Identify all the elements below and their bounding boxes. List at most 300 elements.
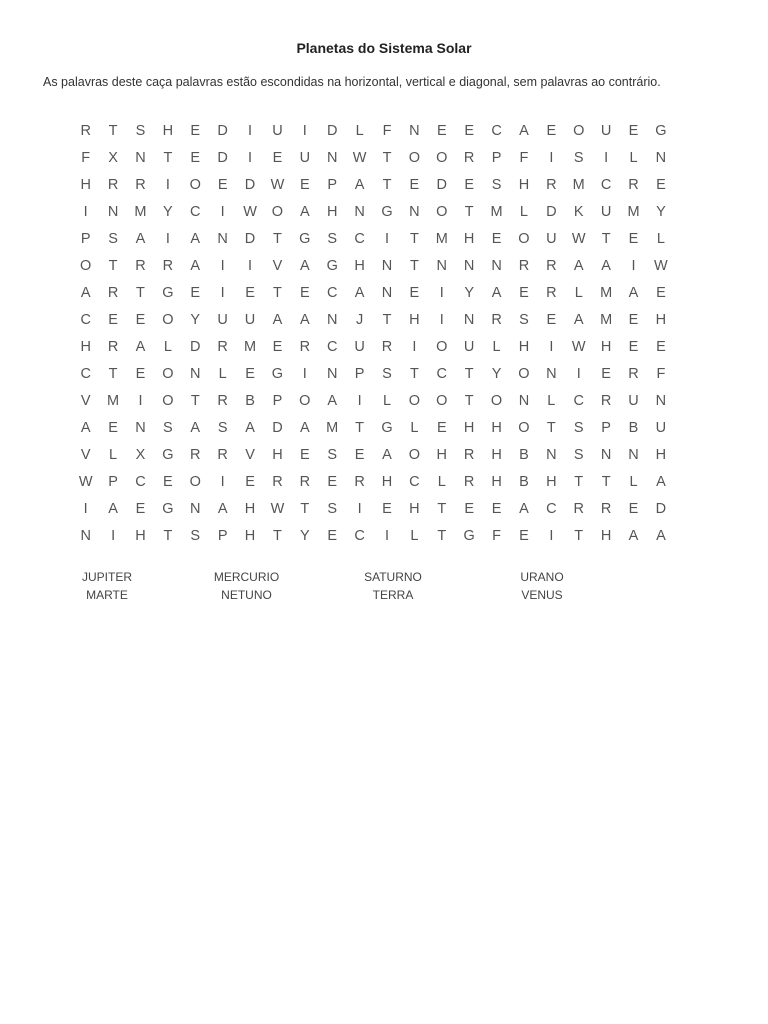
grid-letter: N — [463, 311, 475, 328]
page-title: Planetas do Sistema Solar — [296, 40, 472, 56]
grid-letter: V — [272, 257, 283, 274]
grid-letter: N — [190, 365, 201, 382]
grid-letter: A — [656, 473, 666, 490]
grid-letter: I — [83, 500, 88, 517]
grid-letter: K — [573, 203, 584, 220]
grid-letter: C — [573, 392, 584, 409]
word-list-item: VENUS — [521, 588, 563, 602]
grid-letter: A — [80, 419, 91, 436]
grid-letter: W — [571, 338, 586, 355]
grid-letter: I — [631, 257, 636, 274]
grid-letter: N — [326, 365, 338, 382]
grid-letter: R — [107, 176, 119, 193]
grid-letter: L — [629, 473, 638, 490]
grid-letter: S — [491, 176, 502, 193]
word-list-item: SATURNO — [364, 570, 422, 584]
grid-letter: I — [412, 338, 417, 355]
grid-letter: N — [491, 257, 502, 274]
grid-letter: P — [108, 473, 118, 490]
grid-letter: L — [109, 446, 118, 463]
grid-letter: B — [628, 419, 639, 436]
grid-letter: I — [220, 473, 225, 490]
grid-letter: R — [518, 257, 530, 274]
grid-letter: H — [409, 311, 420, 328]
grid-row — [72, 306, 704, 333]
grid-letter: R — [381, 338, 393, 355]
grid-letter: L — [437, 473, 446, 490]
grid-letter: I — [357, 500, 362, 517]
grid-letter: N — [409, 122, 420, 139]
grid-letter: H — [600, 527, 612, 544]
grid-letter: L — [656, 230, 665, 247]
grid-letter: I — [165, 176, 170, 193]
word-search-grid — [72, 117, 704, 549]
grid-letter: E — [628, 500, 639, 517]
grid-letter: A — [628, 527, 639, 544]
grid-letter: V — [80, 446, 91, 463]
grid-letter: R — [354, 473, 365, 490]
grid-letter: S — [327, 230, 338, 247]
grid-letter: N — [600, 446, 612, 463]
grid-letter: F — [519, 149, 529, 166]
grid-letter: E — [436, 122, 447, 139]
grid-letter: O — [518, 365, 530, 382]
grid-letter: T — [409, 365, 419, 382]
grid-letter: R — [162, 257, 174, 274]
grid-letter: P — [217, 527, 228, 544]
grid-letter: W — [270, 176, 285, 193]
grid-letter: A — [135, 230, 146, 247]
grid-letter: S — [135, 122, 146, 139]
grid-letter: L — [355, 122, 364, 139]
grid-letter: T — [464, 365, 474, 382]
grid-letter: B — [519, 473, 529, 490]
grid-letter: E — [628, 230, 639, 247]
grid-letter: H — [436, 446, 448, 463]
grid-letter: E — [464, 176, 474, 193]
grid-letter: T — [601, 230, 611, 247]
grid-row — [72, 414, 704, 441]
grid-letter: W — [78, 473, 93, 490]
grid-letter: E — [354, 446, 365, 463]
grid-letter: F — [492, 527, 501, 544]
grid-letter: B — [519, 446, 529, 463]
grid-letter: E — [436, 419, 447, 436]
grid-letter: R — [217, 392, 228, 409]
grid-letter: C — [436, 365, 448, 382]
grid-letter: N — [217, 230, 228, 247]
grid-letter: D — [326, 122, 338, 139]
grid-letter: J — [355, 311, 364, 328]
grid-letter: T — [163, 149, 173, 166]
grid-letter: E — [628, 122, 639, 139]
grid-letter: E — [135, 365, 146, 382]
grid-letter: I — [248, 122, 253, 139]
grid-letter: C — [491, 122, 502, 139]
grid-letter: S — [190, 527, 201, 544]
grid-letter: M — [243, 338, 257, 355]
grid-letter: E — [546, 311, 557, 328]
grid-letter: E — [628, 311, 639, 328]
grid-letter: T — [437, 527, 447, 544]
grid-letter: E — [272, 149, 283, 166]
grid-letter: O — [490, 392, 503, 409]
grid-row — [72, 495, 704, 522]
grid-letter: H — [518, 176, 530, 193]
grid-letter: T — [464, 203, 474, 220]
word-list-item: MERCURIO — [213, 570, 280, 584]
grid-letter: Y — [190, 311, 201, 328]
grid-letter: O — [408, 149, 421, 166]
grid-letter: Y — [491, 365, 502, 382]
grid-letter: R — [463, 149, 475, 166]
grid-letter: D — [272, 419, 283, 436]
grid-letter: C — [354, 230, 365, 247]
grid-letter: E — [382, 500, 392, 517]
grid-letter: U — [299, 149, 311, 166]
grid-letter: U — [628, 392, 639, 409]
grid-letter: O — [436, 149, 448, 166]
grid-row — [72, 279, 704, 306]
grid-row — [72, 198, 704, 225]
grid-letter: E — [464, 500, 474, 517]
grid-letter: C — [546, 500, 557, 517]
grid-letter: N — [546, 365, 557, 382]
grid-letter: C — [135, 473, 146, 490]
grid-letter: I — [248, 257, 253, 274]
grid-letter: E — [299, 284, 310, 301]
grid-letter: U — [463, 338, 475, 355]
grid-letter: E — [491, 230, 502, 247]
grid-letter: U — [600, 122, 612, 139]
grid-letter: A — [601, 257, 611, 274]
grid-letter: T — [273, 284, 282, 301]
grid-letter: W — [654, 257, 668, 274]
grid-letter: E — [464, 122, 474, 139]
grid-letter: T — [163, 527, 173, 544]
grid-letter: U — [217, 311, 228, 328]
grid-letter: N — [135, 149, 146, 166]
grid-letter: H — [80, 176, 91, 193]
grid-letter: T — [574, 527, 584, 544]
grid-letter: O — [573, 122, 585, 139]
grid-letter: H — [80, 338, 91, 355]
grid-letter: R — [107, 338, 119, 355]
grid-letter: E — [409, 284, 420, 301]
grid-letter: H — [135, 527, 146, 544]
grid-letter: N — [409, 203, 420, 220]
grid-letter: R — [217, 338, 228, 355]
grid-letter: H — [655, 311, 667, 328]
grid-letter: A — [245, 419, 255, 436]
grid-letter: Y — [163, 203, 173, 220]
grid-letter: A — [190, 419, 201, 436]
grid-letter: I — [220, 203, 225, 220]
grid-letter: L — [492, 338, 501, 355]
grid-letter: N — [628, 446, 639, 463]
grid-letter: T — [574, 473, 584, 490]
grid-letter: E — [272, 338, 283, 355]
grid-letter: S — [108, 230, 118, 247]
grid-letter: X — [135, 446, 146, 463]
grid-letter: N — [655, 392, 667, 409]
grid-letter: Y — [656, 203, 666, 220]
grid-row — [72, 387, 704, 414]
grid-letter: N — [354, 203, 365, 220]
grid-letter: H — [546, 473, 557, 490]
grid-letter: E — [190, 149, 201, 166]
grid-letter: O — [408, 392, 421, 409]
grid-letter: T — [546, 419, 556, 436]
grid-letter: P — [601, 419, 611, 436]
grid-letter: I — [549, 527, 554, 544]
grid-letter: I — [384, 230, 389, 247]
grid-letter: U — [354, 338, 365, 355]
grid-letter: L — [382, 392, 392, 409]
grid-letter: E — [519, 284, 529, 301]
grid-letter: A — [628, 284, 639, 301]
grid-letter: M — [490, 203, 503, 220]
grid-letter: H — [491, 446, 502, 463]
grid-letter: Y — [464, 284, 474, 301]
grid-letter: C — [190, 203, 201, 220]
grid-letter: R — [463, 446, 475, 463]
grid-row — [72, 360, 704, 387]
grid-letter: G — [463, 527, 475, 544]
grid-letter: P — [491, 149, 502, 166]
grid-letter: O — [189, 176, 201, 193]
grid-letter: G — [326, 257, 338, 274]
grid-letter: N — [135, 419, 146, 436]
grid-letter: R — [546, 257, 557, 274]
grid-letter: A — [190, 257, 201, 274]
grid-letter: U — [600, 203, 612, 220]
grid-letter: L — [163, 338, 172, 355]
grid-letter: I — [220, 284, 225, 301]
grid-letter: P — [327, 176, 338, 193]
grid-letter: N — [326, 149, 338, 166]
word-list-item: NETUNO — [221, 588, 272, 602]
word-list-item: MARTE — [86, 588, 128, 602]
grid-letter: G — [381, 419, 393, 436]
grid-row — [72, 171, 704, 198]
grid-letter: O — [162, 311, 174, 328]
grid-letter: H — [162, 122, 174, 139]
grid-letter: S — [217, 419, 228, 436]
grid-letter: A — [354, 176, 365, 193]
grid-letter: A — [491, 284, 502, 301]
grid-letter: E — [409, 176, 420, 193]
grid-letter: T — [382, 149, 392, 166]
grid-letter: L — [629, 149, 638, 166]
grid-letter: F — [382, 122, 392, 139]
grid-letter: H — [409, 500, 420, 517]
grid-letter: S — [327, 500, 338, 517]
grid-letter: R — [80, 122, 91, 139]
word-list — [40, 570, 620, 602]
grid-letter: T — [409, 230, 419, 247]
grid-letter: R — [107, 284, 119, 301]
grid-letter: I — [384, 527, 389, 544]
grid-letter: L — [574, 284, 583, 301]
grid-letter: D — [244, 176, 256, 193]
grid-letter: T — [437, 500, 447, 517]
grid-letter: C — [326, 338, 338, 355]
grid-letter: C — [354, 527, 365, 544]
grid-letter: S — [327, 446, 338, 463]
grid-row — [72, 225, 704, 252]
grid-letter: R — [135, 257, 146, 274]
grid-row — [72, 522, 704, 549]
grid-letter: R — [299, 473, 311, 490]
grid-letter: L — [547, 392, 556, 409]
grid-letter: R — [628, 365, 639, 382]
grid-letter: G — [381, 203, 393, 220]
grid-row — [72, 468, 704, 495]
grid-letter: T — [273, 527, 282, 544]
grid-letter: T — [409, 257, 419, 274]
grid-letter: D — [655, 500, 667, 517]
grid-letter: A — [135, 338, 146, 355]
grid-letter: R — [299, 338, 311, 355]
grid-letter: O — [299, 392, 311, 409]
grid-letter: S — [163, 419, 173, 436]
grid-letter: E — [190, 122, 201, 139]
grid-letter: H — [491, 419, 502, 436]
grid-row — [72, 333, 704, 360]
grid-letter: E — [519, 527, 529, 544]
grid-letter: R — [463, 473, 475, 490]
grid-letter: O — [271, 203, 284, 220]
grid-letter: U — [272, 122, 283, 139]
grid-letter: I — [604, 149, 609, 166]
grid-letter: N — [436, 257, 448, 274]
grid-letter: D — [244, 230, 256, 247]
grid-letter: Y — [299, 527, 310, 544]
word-list-item: TERRA — [372, 588, 414, 602]
grid-letter: M — [107, 392, 120, 409]
grid-letter: E — [327, 527, 338, 544]
grid-letter: A — [299, 311, 310, 328]
grid-letter: E — [299, 446, 310, 463]
grid-letter: P — [272, 392, 283, 409]
grid-letter: O — [162, 365, 174, 382]
grid-letter: I — [165, 230, 170, 247]
grid-letter: V — [80, 392, 91, 409]
grid-letter: N — [655, 149, 667, 166]
grid-letter: E — [245, 284, 255, 301]
grid-letter: O — [189, 473, 201, 490]
grid-letter: M — [134, 203, 147, 220]
grid-letter: S — [382, 365, 392, 382]
grid-letter: A — [656, 527, 666, 544]
grid-letter: R — [546, 284, 557, 301]
grid-letter: D — [436, 176, 448, 193]
grid-letter: O — [436, 338, 448, 355]
grid-letter: D — [217, 122, 228, 139]
grid-letter: O — [408, 446, 421, 463]
grid-letter: M — [326, 419, 339, 436]
grid-letter: N — [326, 311, 338, 328]
grid-letter: M — [572, 176, 585, 193]
grid-letter: C — [326, 284, 338, 301]
grid-letter: N — [107, 203, 119, 220]
grid-letter: N — [546, 446, 557, 463]
grid-letter: F — [81, 149, 91, 166]
grid-letter: N — [463, 257, 475, 274]
grid-letter: G — [162, 500, 174, 517]
grid-letter: A — [272, 311, 283, 328]
grid-letter: F — [656, 365, 666, 382]
grid-row — [72, 144, 704, 171]
grid-letter: O — [436, 203, 448, 220]
grid-letter: W — [571, 230, 586, 247]
grid-letter: N — [381, 257, 393, 274]
grid-letter: R — [272, 473, 283, 490]
grid-letter: L — [410, 419, 419, 436]
grid-letter: C — [409, 473, 420, 490]
grid-letter: A — [382, 446, 392, 463]
grid-letter: G — [655, 122, 667, 139]
grid-letter: O — [162, 392, 174, 409]
grid-letter: H — [244, 527, 256, 544]
grid-letter: T — [300, 500, 310, 517]
grid-letter: C — [600, 176, 612, 193]
grid-letter: M — [600, 311, 613, 328]
grid-letter: H — [354, 257, 365, 274]
grid-letter: I — [549, 149, 554, 166]
grid-letter: N — [190, 500, 201, 517]
grid-letter: I — [549, 338, 554, 355]
grid-letter: A — [190, 230, 201, 247]
grid-letter: I — [83, 203, 88, 220]
grid-letter: G — [162, 284, 174, 301]
grid-letter: H — [463, 419, 475, 436]
grid-letter: M — [627, 203, 640, 220]
grid-letter: X — [108, 149, 118, 166]
grid-letter: E — [546, 122, 557, 139]
grid-letter: E — [656, 284, 666, 301]
grid-letter: H — [600, 338, 612, 355]
grid-letter: U — [546, 230, 557, 247]
grid-letter: A — [299, 203, 310, 220]
grid-letter: E — [601, 365, 611, 382]
grid-letter: O — [436, 392, 448, 409]
grid-letter: E — [163, 473, 173, 490]
grid-letter: M — [435, 230, 448, 247]
grid-letter: E — [628, 338, 639, 355]
grid-letter: E — [245, 473, 255, 490]
grid-letter: S — [519, 311, 529, 328]
grid-letter: L — [519, 203, 528, 220]
grid-letter: O — [518, 230, 530, 247]
grid-letter: H — [244, 500, 256, 517]
grid-letter: H — [381, 473, 393, 490]
grid-letter: B — [245, 392, 255, 409]
grid-letter: A — [519, 122, 529, 139]
grid-letter: H — [655, 446, 667, 463]
grid-letter: T — [190, 392, 200, 409]
grid-letter: A — [573, 257, 584, 274]
grid-letter: A — [354, 284, 365, 301]
grid-letter: A — [519, 500, 529, 517]
grid-letter: A — [108, 500, 118, 517]
grid-letter: R — [600, 392, 612, 409]
grid-letter: E — [656, 338, 666, 355]
grid-letter: E — [135, 311, 146, 328]
grid-letter: S — [573, 149, 584, 166]
grid-letter: I — [576, 365, 581, 382]
